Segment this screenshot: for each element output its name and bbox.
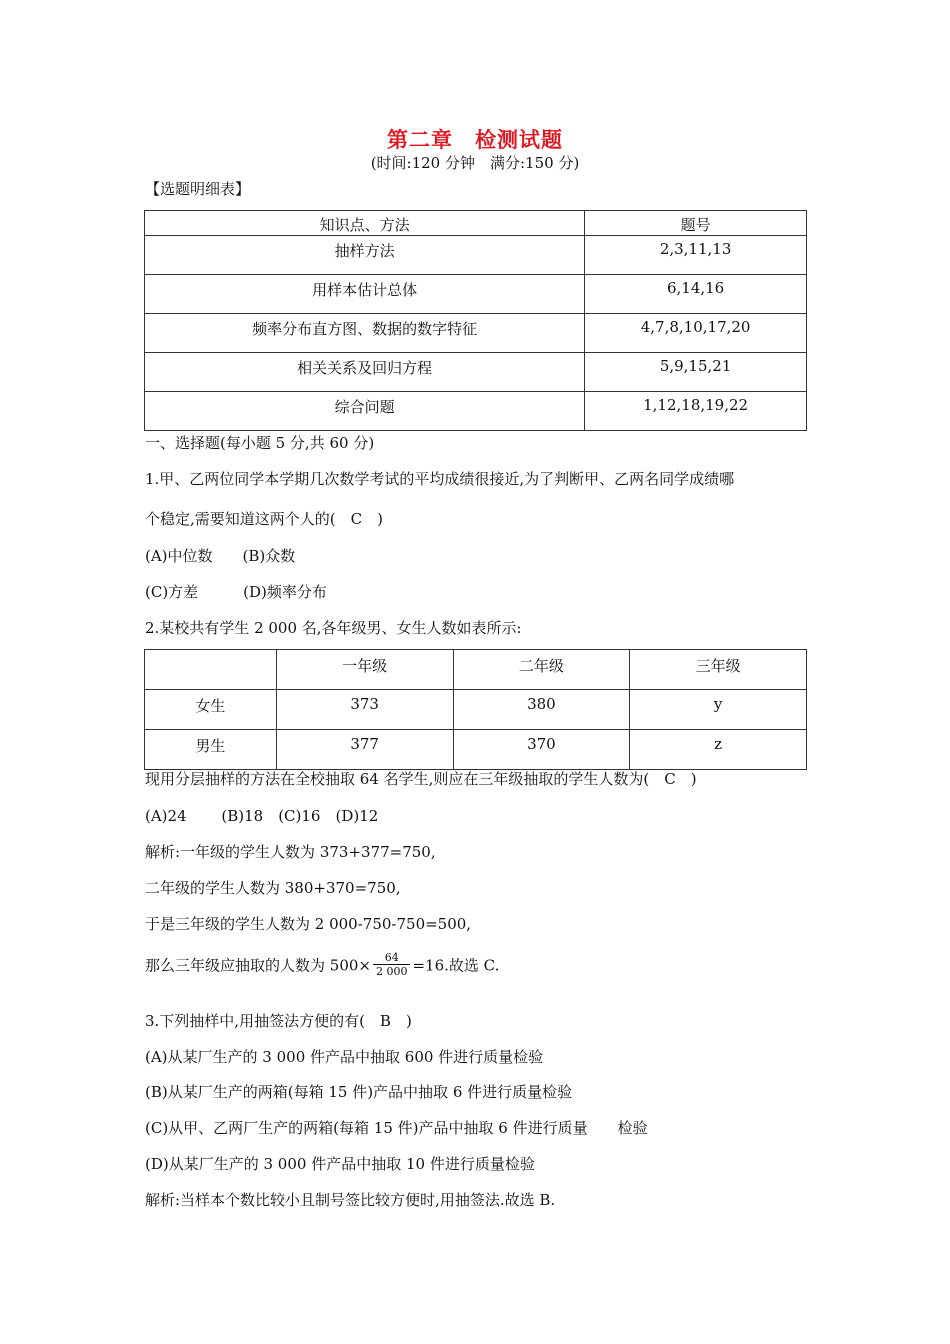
table-cell: 综合问题 (145, 392, 585, 431)
table-cell: 377 (276, 730, 453, 770)
question-3-option-c: (C)从甲、乙两厂生产的两箱(每箱 15 件)产品中抽取 6 件进行质量 检验 (145, 1119, 648, 1137)
table-cell: 6,14,16 (585, 275, 807, 314)
table-row (145, 275, 807, 314)
table-header-cell: 二年级 (453, 650, 630, 690)
solution-line: 于是三年级的学生人数为 2 000-750-750=500, (145, 915, 472, 933)
table-row (145, 353, 807, 392)
solution-line: 二年级的学生人数为 380+370=750, (145, 879, 401, 897)
section-heading: 一、选择题(每小题 5 分,共 60 分) (145, 434, 375, 452)
table-cell: 373 (276, 690, 453, 730)
table-row (145, 690, 807, 730)
table-cell: 相关关系及回归方程 (145, 353, 585, 392)
table-cell: 抽样方法 (145, 236, 585, 275)
question-1-stem-cont: 个稳定,需要知道这两个人的( C ) (145, 510, 383, 528)
question-1-options: (A)中位数 (B)众数 (145, 547, 296, 565)
table-row (145, 236, 807, 275)
table-header-row (145, 650, 807, 690)
question-2-question: 现用分层抽样的方法在全校抽取 64 名学生,则应在三年级抽取的学生人数为( C ) (145, 770, 697, 788)
table-cell: 女生 (145, 690, 277, 730)
question-1-stem: 1.甲、乙两位同学本学期几次数学考试的平均成绩很接近,为了判断甲、乙两名同学成绩哪 (145, 470, 735, 488)
table-cell: 380 (453, 690, 630, 730)
solution-line: 解析:当样本个数比较小且制号签比较方便时,用抽签法.故选 B. (145, 1191, 556, 1209)
question-2-options: (A)24 (B)18 (C)16 (D)12 (145, 807, 379, 825)
table-cell: 男生 (145, 730, 277, 770)
detail-table-label: 【选题明细表】 (145, 180, 251, 198)
table-cell: z (630, 730, 807, 770)
fraction-denominator: 2 000 (375, 965, 408, 978)
table-cell: 用样本估计总体 (145, 275, 585, 314)
grade-table (144, 649, 807, 770)
question-3-option-d: (D)从某厂生产的 3 000 件产品中抽取 10 件进行质量检验 (145, 1155, 535, 1173)
table-header-cell (145, 650, 277, 690)
table-header-cell: 三年级 (630, 650, 807, 690)
table-header-cell: 一年级 (276, 650, 453, 690)
solution-line: 解析:一年级的学生人数为 373+377=750, (145, 843, 436, 861)
table-header-row (145, 211, 807, 236)
question-3-stem: 3.下列抽样中,用抽签法方便的有( B ) (145, 1012, 412, 1030)
table-cell: y (630, 690, 807, 730)
page-title: 第二章 检测试题 (387, 127, 563, 152)
question-3-option-b: (B)从某厂生产的两箱(每箱 15 件)产品中抽取 6 件进行质量检验 (145, 1083, 573, 1101)
table-cell: 5,9,15,21 (585, 353, 807, 392)
table-cell: 1,12,18,19,22 (585, 392, 807, 431)
table-cell: 2,3,11,13 (585, 236, 807, 275)
fraction-numerator: 64 (373, 951, 411, 965)
solution-text: =16.故选 C. (412, 956, 500, 975)
question-3-option-a: (A)从某厂生产的 3 000 件产品中抽取 600 件进行质量检验 (145, 1048, 544, 1066)
topic-table (144, 210, 807, 431)
table-row (145, 314, 807, 353)
exam-info: (时间:120 分钟 满分:150 分) (370, 154, 580, 172)
table-row (145, 730, 807, 770)
fraction (373, 951, 411, 978)
question-1-options: (C)方差 (D)频率分布 (145, 583, 327, 601)
table-header-cell: 题号 (585, 211, 807, 236)
table-cell: 4,7,8,10,17,20 (585, 314, 807, 353)
table-cell: 370 (453, 730, 630, 770)
question-2-stem: 2.某校共有学生 2 000 名,各年级男、女生人数如表所示: (145, 619, 522, 637)
table-cell: 频率分布直方图、数据的数字特征 (145, 314, 585, 353)
solution-line (145, 953, 499, 980)
solution-text: 那么三年级应抽取的人数为 500× (145, 956, 371, 975)
table-header-cell: 知识点、方法 (145, 211, 585, 236)
table-row (145, 392, 807, 431)
